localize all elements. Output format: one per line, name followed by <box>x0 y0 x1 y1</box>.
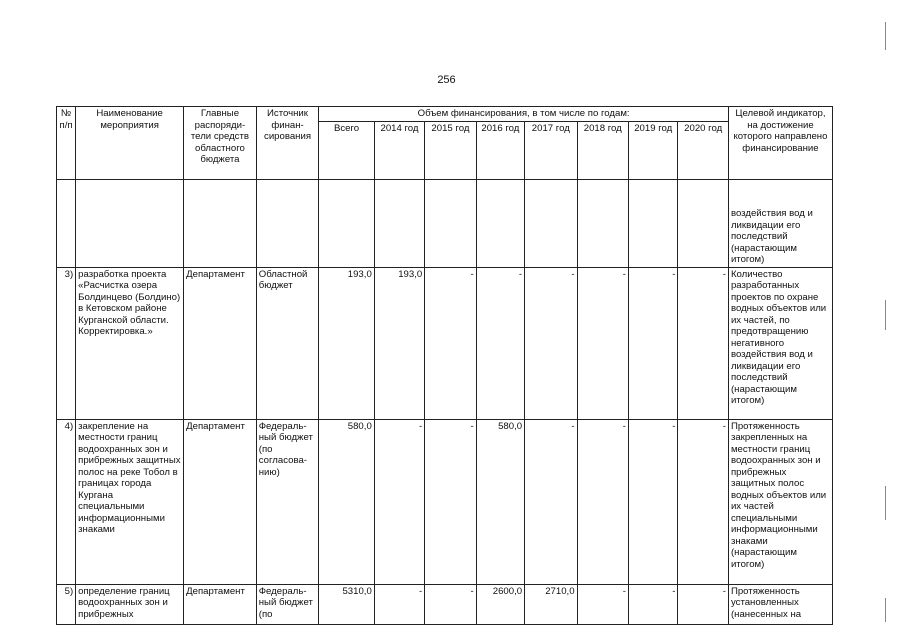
year-2015-cell: - <box>425 267 476 419</box>
total-cell: 580,0 <box>319 419 374 584</box>
year-2018-cell: - <box>577 267 628 419</box>
year-2020-cell: - <box>678 419 729 584</box>
indicator-cell: Количество разработанных проектов по охране водных объектов или их частей, по предотвращению негативного воздействия вод и ликвидации его последствий (нарастающим итогом) <box>728 267 832 419</box>
manager-cell: Департамент <box>184 584 257 624</box>
total-cell: 5310,0 <box>319 584 374 624</box>
header-row <box>57 107 833 122</box>
row-number: 5) <box>57 584 76 624</box>
year-2014-cell: 193,0 <box>374 267 424 419</box>
header-year-2014: 2014 год <box>374 121 424 180</box>
header-indicator: Целевой индикатор, на достижение которого направлено финансирование <box>728 107 832 180</box>
year-2017-cell: - <box>525 267 577 419</box>
scan-edge-mark <box>885 22 886 50</box>
year-2016-cell: - <box>476 267 524 419</box>
table-row <box>57 584 833 624</box>
year-2018-cell: - <box>577 419 628 584</box>
year-2016-cell: 2600,0 <box>476 584 524 624</box>
scan-edge-mark <box>885 598 886 622</box>
year-2015-cell: - <box>425 584 476 624</box>
manager-cell: Департамент <box>184 419 257 584</box>
row-number: 4) <box>57 419 76 584</box>
total-cell: 193,0 <box>319 267 374 419</box>
measure-name: закрепление на местности границ водоохранных зон и прибрежных защитных полос на реке Тобол в границах города Кургана специальными информационными знаками <box>76 419 184 584</box>
header-year-2017: 2017 год <box>525 121 577 180</box>
header-year-2018: 2018 год <box>577 121 628 180</box>
header-source: Источник финан-сирования <box>256 107 319 180</box>
row-number: 3) <box>57 267 76 419</box>
measure-name: определение границ водоохранных зон и прибрежных <box>76 584 184 624</box>
indicator-cell: воздействия вод и ликвидации его последствий (нарастающим итогом) <box>728 180 832 268</box>
source-cell: Федераль-ный бюджет (по <box>256 584 319 624</box>
scan-edge-mark <box>885 300 886 330</box>
table-row <box>57 419 833 584</box>
indicator-cell: Протяженность установленных (нанесенных на <box>728 584 832 624</box>
header-year-2020: 2020 год <box>678 121 729 180</box>
year-2017-cell: 2710,0 <box>525 584 577 624</box>
table-row-continuation <box>57 180 833 268</box>
year-2015-cell: - <box>425 419 476 584</box>
year-2016-cell: 580,0 <box>476 419 524 584</box>
year-2020-cell: - <box>678 584 729 624</box>
year-2020-cell: - <box>678 267 729 419</box>
year-2017-cell: - <box>525 419 577 584</box>
manager-cell: Департамент <box>184 267 257 419</box>
source-cell: Областной бюджет <box>256 267 319 419</box>
source-cell: Федераль-ный бюджет (по согласова-нию) <box>256 419 319 584</box>
header-funding: Объем финансирования, в том числе по годам: <box>319 107 729 122</box>
header-year-2019: 2019 год <box>629 121 678 180</box>
year-2019-cell: - <box>629 584 678 624</box>
year-2014-cell: - <box>374 584 424 624</box>
header-name: Наименование мероприятия <box>76 107 184 180</box>
indicator-cell: Протяженность закрепленных на местности границ водоохранных зон и прибрежных защитных полос водных объектов или их частей специальными информационными знаками (нарастающим итогом) <box>728 419 832 584</box>
header-managers: Главные распоряди-тели средств областного бюджета <box>184 107 257 180</box>
year-2019-cell: - <box>629 419 678 584</box>
table-row <box>57 267 833 419</box>
year-2019-cell: - <box>629 267 678 419</box>
header-total: Всего <box>319 121 374 180</box>
funding-table <box>56 106 833 625</box>
header-year-2015: 2015 год <box>425 121 476 180</box>
page-number: 256 <box>437 74 456 86</box>
measure-name: разработка проекта «Расчистка озера Болдинцево (Болдино) в Кетовском районе Курганской области. Корректировка.» <box>76 267 184 419</box>
header-year-2016: 2016 год <box>476 121 524 180</box>
scan-edge-mark <box>885 486 886 520</box>
header-no: № п/п <box>57 107 76 180</box>
year-2014-cell: - <box>374 419 424 584</box>
year-2018-cell: - <box>577 584 628 624</box>
